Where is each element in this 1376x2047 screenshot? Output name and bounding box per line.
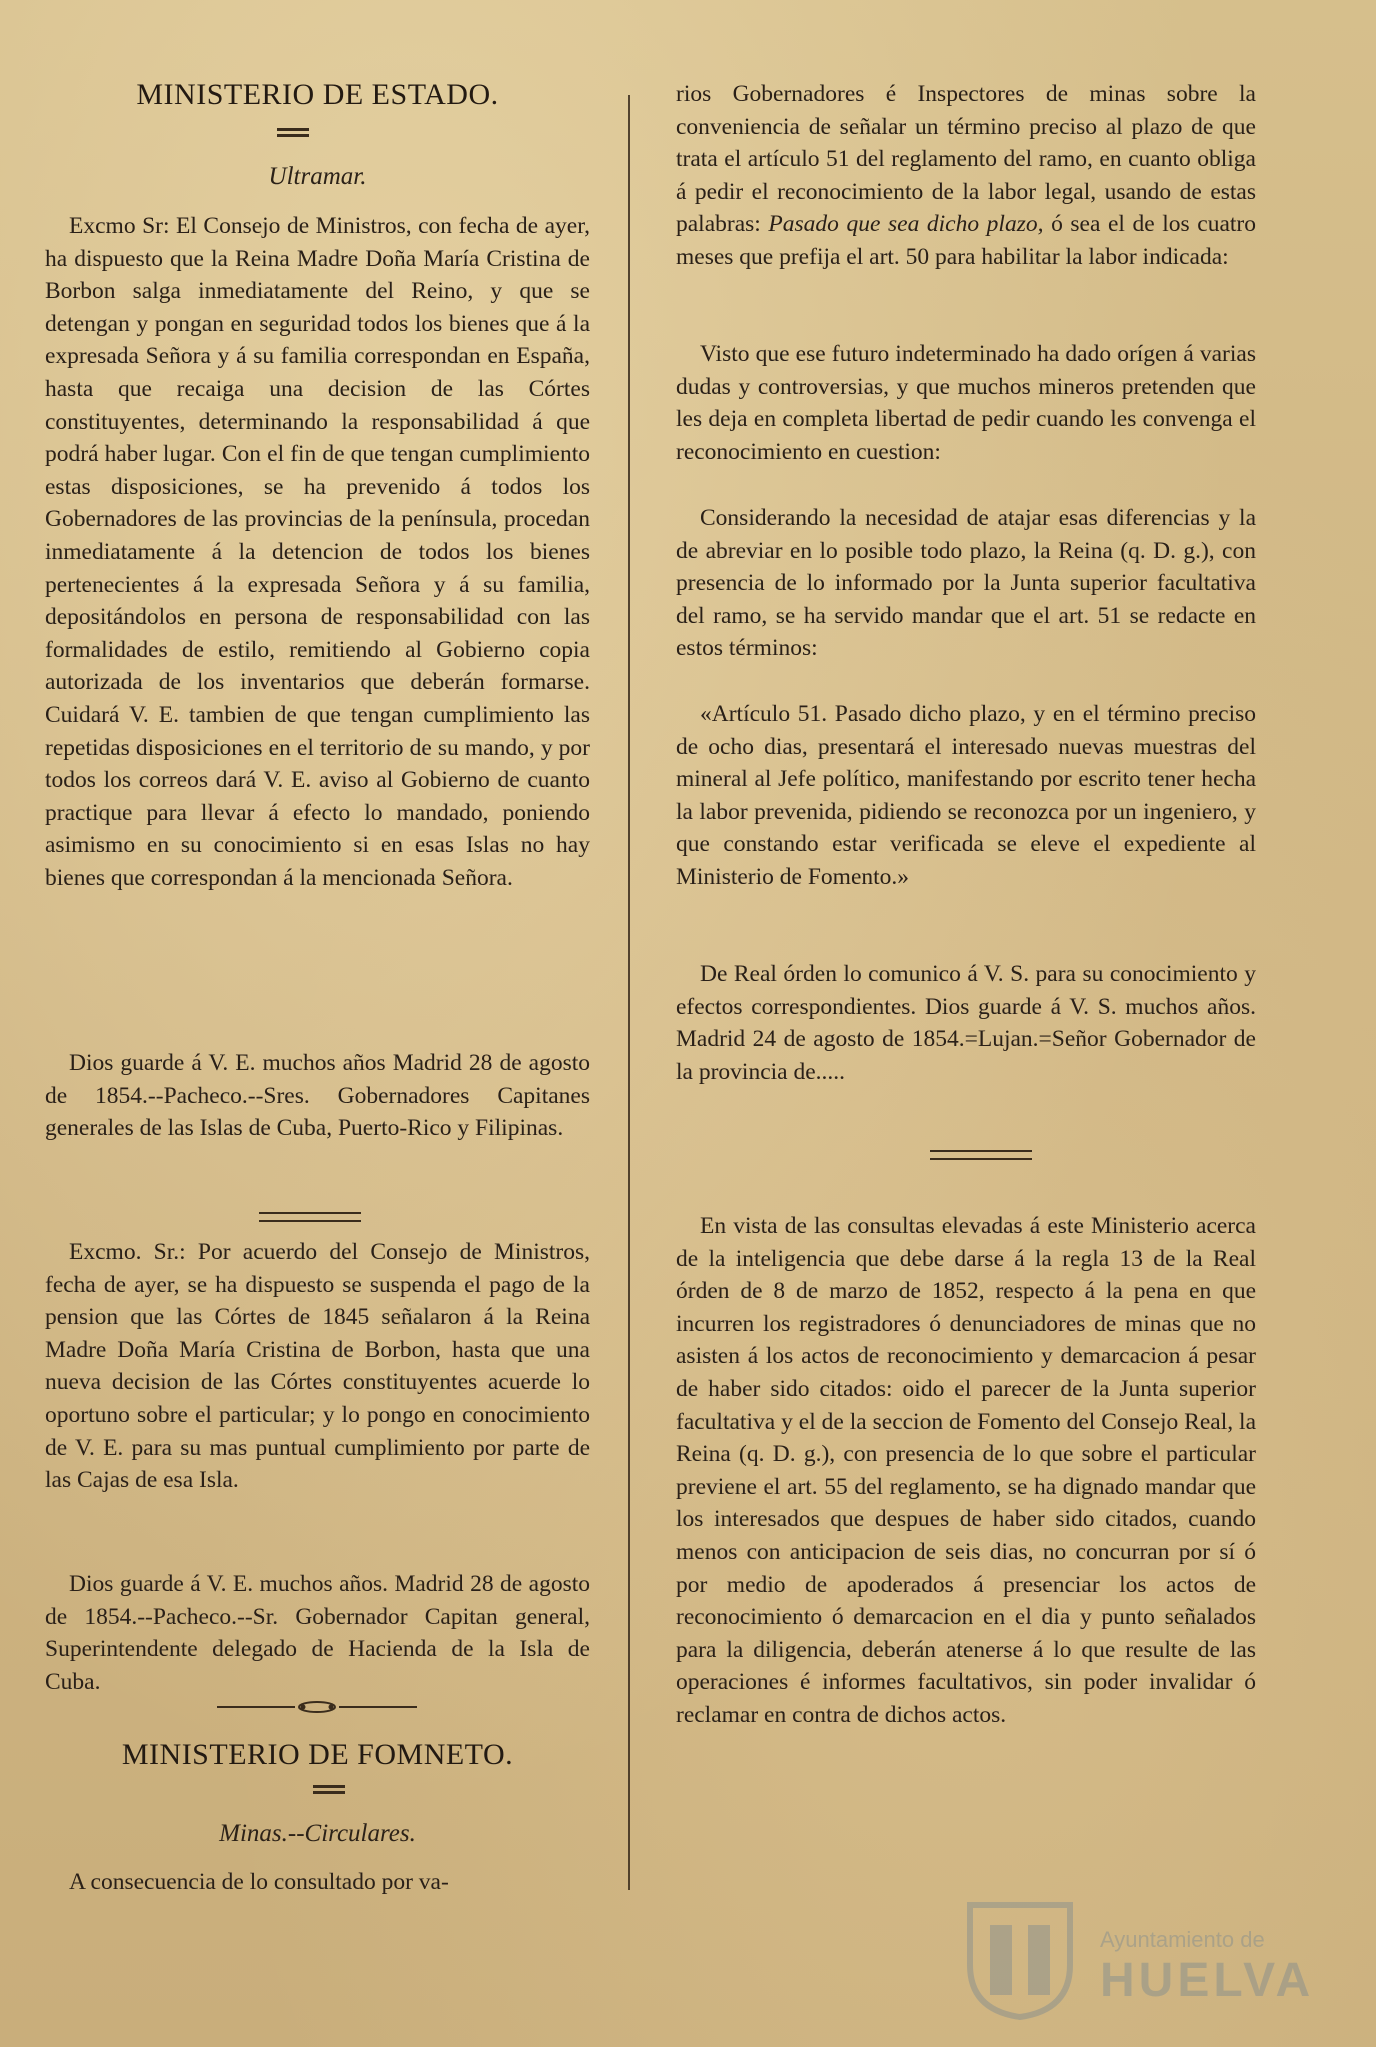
circular-intro-line: A consecuencia de lo consultado por va-	[69, 1869, 449, 1895]
ultramar-subheading: Ultramar.	[268, 163, 367, 190]
preamble-quoted-phrase: Pasado que sea dicho plazo,	[768, 211, 1044, 238]
decree-1-signature: Dios guarde á V. E. muchos años Madrid 28 de agosto de 1854.--Pacheco.--Sres. Gobernadores Capitanes generales de las Islas de Cuba, Puerto-Rico y Filipinas.	[45, 1050, 590, 1142]
double-rule-separator-2	[930, 1150, 1032, 1160]
considerando-paragraph: Considerando la necesidad de atajar esas diferencias y la de abreviar en lo posible todo plazo, la Reina (q. D. g.), con presencia de lo informado por la Junta superior facultativa del ramo, se ha servido mandar que el art. 51 se redacte en estos términos:	[676, 505, 1256, 662]
decree-2-signature: Dios guarde á V. E. muchos años. Madrid 28 de agosto de 1854.--Pacheco.--Sr. Gobernador Capitan general, Superintendente delegado de Hacienda de la Isla de Cuba.	[45, 1571, 590, 1695]
decree-suspension-pension: Excmo. Sr.: Por acuerdo del Consejo de Ministros, fecha de ayer, se ha dispuesto se suspenda el pago de la pension que las Córtes de 1845 señalaron á la Reina Madre Doña María Cristina de Borbon, hasta que una nueva decision de las Córtes constituyentes acuerde lo oportuno sobre el particular; y lo pongo en conocimiento de V. E. para su mas puntual cumplimiento por parte de las Cajas de esa Isla.	[45, 1239, 590, 1494]
watermark-small-text: Ayuntamiento de	[1100, 1927, 1265, 1952]
circular-regla-13: En vista de las consultas elevadas á este Ministerio acerca de la inteligencia que debe darse á la regla 13 de la Real órden de 8 de marzo de 1852, respecto á la pena en que incurren los registradores ó denunciadores de minas que no asisten á los actos de reconocimiento y demarcacion á pesar de haber sido citados: oido el parecer de la Junta superior facultativa y el de la seccion de Fomento del Consejo Real, la Reina (q. D. g.), con presencia de lo que sobre el particular previene el art. 55 del reglamento, se ha dignado mandar que los interesados que despues de haber sido citados, cuando menos con anticipacion de seis dias, no concurran por sí ó por medio de apoderados á presenciar los actos de reconocimiento ó demarcacion en el dia y punto señalados para la diligencia, deberán atenerse á lo que resulte de las operaciones é informes facultativos, sin poder invalidar ó reclamar en contra de dichos actos.	[676, 1213, 1256, 1728]
watermark-big-text: HUELVA	[1100, 1954, 1315, 2007]
short-rule-ornament-2	[313, 1785, 345, 1795]
short-rule-ornament	[277, 128, 309, 138]
ministerio-fomento-heading: MINISTERIO DE FOMNETO.	[121, 1738, 514, 1771]
crest-icon	[960, 1895, 1080, 2020]
decree-bienes-reina-madre: Excmo Sr: El Consejo de Ministros, con fecha de ayer, ha dispuesto que la Reina Madre Doña María Cristina de Borbon salga inmediatamente del Reino, y que se detengan y pongan en seguridad todos los bienes que á la expresada Señora y á su familia correspondan en España, hasta que recaiga una decision de las Córtes constituyentes, determinando la responsabilidad á que podrá haber lugar. Con el fin de que tengan cumplimiento estas disposiciones, se ha prevenido á todos los Gobernadores de las provincias de la península, procedan inmediatamente á la detencion de todos los bienes pertenecientes á la expresada Señora y á su familia, depositándolos en persona de responsabilidad con las formalidades de estilo, remitiendo al Gobierno copia autorizada de los inventarios que deberán formarse. Cuidará V. E. tambien de que tengan cumplimiento las repetidas disposiciones en el territorio de su mando, y por todos los correos dará V. E. aviso al Gobierno de cuanto practique para llevar á efecto lo mandado, poniendo asimismo en su conocimiento si en esas Islas no hay bienes que correspondan á la mencionada Señora.	[45, 213, 590, 891]
circular-articulo-51-preamble	[676, 78, 1256, 274]
minas-circulares-subheading: Minas.--Circulares.	[219, 1820, 416, 1847]
ayuntamiento-huelva-watermark	[960, 1895, 1315, 2020]
real-orden-signature: De Real órden lo comunico á V. S. para su conocimiento y efectos correspondientes. Dios guarde á V. S. muchos años. Madrid 24 de agosto de 1854.=Lujan.=Señor Gobernador de la provincia de.....	[676, 961, 1256, 1085]
double-rule-separator	[259, 1212, 361, 1222]
column-divider	[628, 95, 630, 1890]
decorative-rule-ornament	[217, 1700, 417, 1714]
preamble-text: rios Gobernadores é Inspectores de minas sobre la conveniencia de señalar un término preciso al plazo de que trata el artículo 51 del reglamento del ramo, en cuanto obliga á pedir el reconocimiento de la labor legal, usando de estas palabras:	[676, 81, 1256, 238]
ministerio-estado-heading: MINISTERIO DE ESTADO.	[136, 78, 499, 111]
preamble-text-end: ó sea el de los cuatro meses que prefija el art. 50 para habilitar la labor indicada:	[676, 211, 1256, 270]
visto-paragraph: Visto que ese futuro indeterminado ha dado orígen á varias dudas y controversias, y que muchos mineros pretenden que les deja en completa libertad de pedir cuando les convenga el reconocimiento en cuestion:	[676, 341, 1256, 465]
articulo-51-text: «Artículo 51. Pasado dicho plazo, y en el término preciso de ocho dias, presentará el interesado nuevas muestras del mineral al Jefe político, manifestando por escrito tener hecha la labor prevenida, pidiendo se reconozca por un ingeniero, y que constando estar verificada se eleve el expediente al Ministerio de Fomento.»	[676, 701, 1256, 890]
